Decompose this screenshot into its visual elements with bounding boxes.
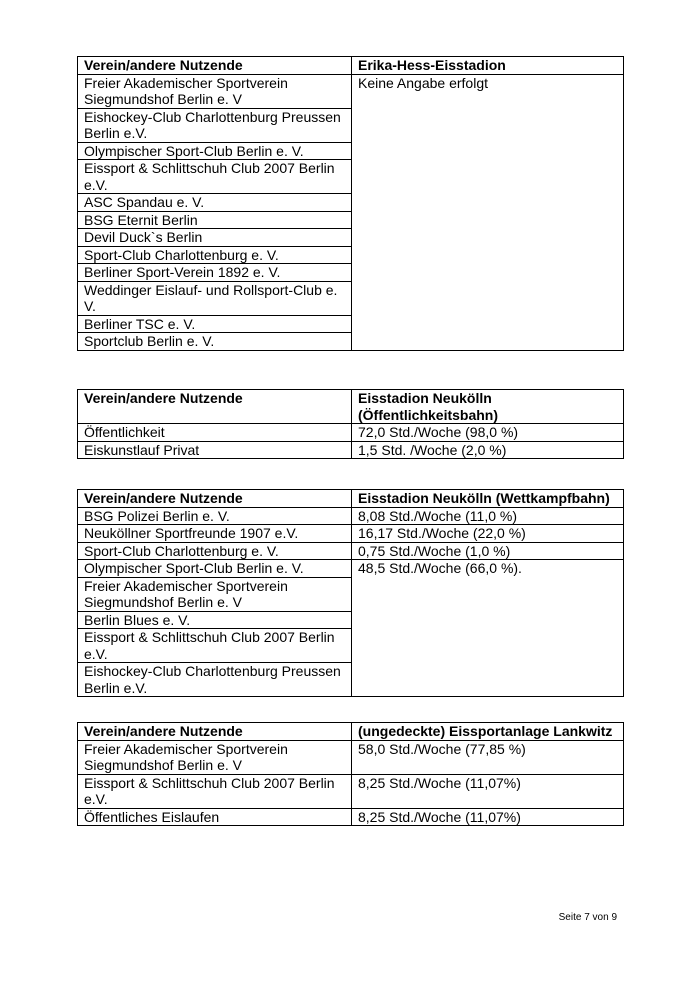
club-cell: Berlin Blues e. V. (78, 611, 352, 629)
table-row (78, 74, 624, 108)
table-neukoelln-oeffentlichkeitsbahn (77, 389, 624, 459)
club-cell: Eishockey-Club Charlottenburg Preussen Berlin e.V. (78, 108, 352, 142)
usage-cell: 8,25 Std./Woche (11,07%) (352, 808, 624, 826)
header-cell-verein: Verein/andere Nutzende (78, 57, 352, 75)
page-number: Seite 7 von 9 (558, 912, 617, 923)
club-cell: Öffentliches Eislaufen (78, 808, 352, 826)
club-cell: Eissport & Schlittschuh Club 2007 Berlin e.V. (78, 629, 352, 663)
usage-cell: 72,0 Std./Woche (98,0 %) (352, 424, 624, 442)
club-cell: Weddinger Eislauf- und Rollsport-Club e. V. (78, 281, 352, 315)
club-cell: Neuköllner Sportfreunde 1907 e.V. (78, 525, 352, 543)
header-cell-verein: Verein/andere Nutzende (78, 723, 352, 741)
club-cell: Eissport & Schlittschuh Club 2007 Berlin e.V. (78, 774, 352, 808)
usage-cell: 8,25 Std./Woche (11,07%) (352, 774, 624, 808)
usage-cell: Keine Angabe erfolgt (352, 74, 624, 350)
usage-cell: 58,0 Std./Woche (77,85 %) (352, 740, 624, 774)
usage-cell: 0,75 Std./Woche (1,0 %) (352, 542, 624, 560)
table-row (78, 507, 624, 525)
table-row (78, 808, 624, 826)
usage-cell: 16,17 Std./Woche (22,0 %) (352, 525, 624, 543)
club-cell: BSG Eternit Berlin (78, 211, 352, 229)
club-cell: Sportclub Berlin e. V. (78, 333, 352, 351)
club-cell: Freier Akademischer Sportverein Siegmundshof Berlin e. V (78, 577, 352, 611)
club-cell: Berliner Sport-Verein 1892 e. V. (78, 264, 352, 282)
header-cell-verein: Verein/andere Nutzende (78, 490, 352, 508)
table-header-row (78, 490, 624, 508)
table-header-row (78, 390, 624, 424)
table-lankwitz (77, 722, 624, 826)
club-cell: Olympischer Sport-Club Berlin e. V. (78, 142, 352, 160)
club-cell: Sport-Club Charlottenburg e. V. (78, 246, 352, 264)
table-row (78, 441, 624, 459)
header-cell-venue: Eisstadion Neukölln (Wettkampfbahn) (352, 490, 624, 508)
table-row (78, 542, 624, 560)
club-cell: Berliner TSC e. V. (78, 315, 352, 333)
table-row (78, 560, 624, 578)
header-cell-venue: Eisstadion Neukölln (Öffentlichkeitsbahn) (352, 390, 624, 424)
table-erika-hess-eisstadion (77, 56, 624, 351)
table-row (78, 740, 624, 774)
club-cell: BSG Polizei Berlin e. V. (78, 507, 352, 525)
club-cell: Eiskunstlauf Privat (78, 441, 352, 459)
table-neukoelln-wettkampfbahn (77, 489, 624, 697)
club-cell: Freier Akademischer Sportverein Siegmundshof Berlin e. V (78, 740, 352, 774)
header-cell-venue: Erika-Hess-Eisstadion (352, 57, 624, 75)
usage-cell: 1,5 Std. /Woche (2,0 %) (352, 441, 624, 459)
club-cell: Olympischer Sport-Club Berlin e. V. (78, 560, 352, 578)
club-cell: ASC Spandau e. V. (78, 194, 352, 212)
header-cell-verein: Verein/andere Nutzende (78, 390, 352, 424)
club-cell: Öffentlichkeit (78, 424, 352, 442)
club-cell: Devil Duck`s Berlin (78, 229, 352, 247)
header-cell-venue: (ungedeckte) Eissportanlage Lankwitz (352, 723, 624, 741)
usage-cell: 8,08 Std./Woche (11,0 %) (352, 507, 624, 525)
club-cell: Sport-Club Charlottenburg e. V. (78, 542, 352, 560)
club-cell: Eissport & Schlittschuh Club 2007 Berlin e.V. (78, 160, 352, 194)
usage-cell: 48,5 Std./Woche (66,0 %). (352, 560, 624, 697)
table-row (78, 525, 624, 543)
club-cell: Freier Akademischer Sportverein Siegmundshof Berlin e. V (78, 74, 352, 108)
club-cell: Eishockey-Club Charlottenburg Preussen Berlin e.V. (78, 663, 352, 697)
table-row (78, 774, 624, 808)
table-row (78, 424, 624, 442)
table-header-row (78, 723, 624, 741)
table-header-row (78, 57, 624, 75)
